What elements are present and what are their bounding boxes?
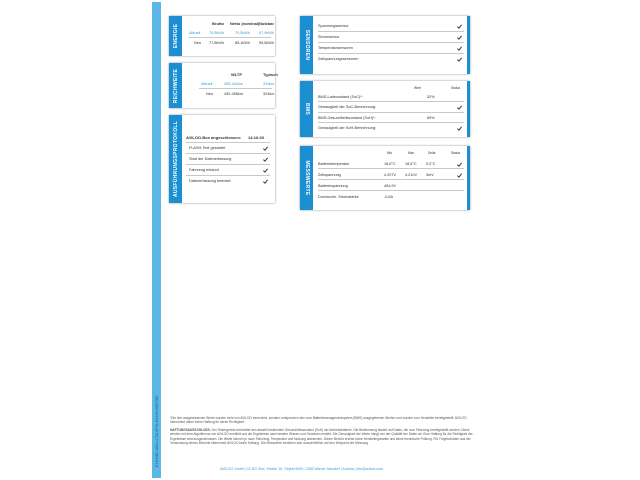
sensoren-tab: SENSOREN (300, 16, 313, 74)
sensoren-item-4: Zellspannungssensoren (318, 57, 359, 61)
reichweite-row-neu-label: Neu (206, 92, 213, 96)
protokoll-item-4: Datenerfassung beendet (189, 179, 231, 183)
reichweite-col-wltp: WLTP (231, 72, 243, 77)
protokoll-item-3: Fahrzeug erkannt (189, 168, 219, 172)
energie-row-aktuell-netto: 70,5kWh (235, 31, 250, 35)
messwerte-tab: MESSWERTE (300, 146, 313, 210)
bms-tab: BMS (300, 81, 313, 137)
footer-company-line: AVILOO GmbH | IZ NÖ Süd, Straße 16, Objekt 69/6 | 2355 Wiener Neudorf | Austria | info@aviloo.com (220, 467, 384, 471)
protokoll-item-2: Start der Datenerfassung (189, 157, 232, 161)
energie-col-netto: Netto (nominal) (230, 21, 260, 26)
messwerte-row-zell-label: Zellspannung (318, 173, 341, 177)
messwerte-row-zell-max: 4,210V (405, 173, 418, 177)
protokoll-header: AVILOO-Box angeschlossen: (186, 135, 242, 140)
energie-row-aktuell-label: Aktuell (189, 31, 201, 35)
energie-col-brutto: Brutto (212, 21, 224, 26)
messwerte-col-max: Max (408, 151, 415, 155)
bms-row-soc-value: 32% (427, 95, 435, 99)
messwerte-row-temp-label: Batterietemperatur (318, 162, 350, 166)
energie-row-neu-brutto: 77,5kWh (209, 41, 224, 45)
sensoren-item-2: Stromsensor (318, 35, 340, 39)
bms-card (300, 81, 470, 137)
energie-card (169, 16, 275, 56)
reichweite-row-aktuell-wltp: 405-441km (224, 82, 243, 86)
messwerte-row-strom-value: -0,6A (384, 195, 394, 199)
reichweite-card (169, 63, 278, 108)
disclaimer (170, 428, 475, 464)
disclaimer-title: HAFTUNGSAUSSCHLUSS: (170, 428, 211, 432)
footnote: *Die hier ausgewiesenen Werte wurden nicht von AVILOO berechnet, sondern entsprechen den vom Batteriemanagementsystem (BMS) ausgegebenen Werten und wurden vom Hersteller bereitgestellt. AVILOO übernimmt daher keine Haftung für deren Richtigkeit. (170, 416, 467, 425)
side-id: BYD/BBD-6834-4728-8F95-D94AF49DF5DE (155, 395, 159, 467)
sensoren-item-1: Spannungssensor (318, 24, 349, 28)
check-icon (262, 178, 269, 185)
reichweite-row-aktuell-typisch: 319km (263, 82, 275, 86)
sensoren-card (300, 16, 470, 74)
protokoll-time: 14:16:03 (248, 135, 265, 140)
bms-col-wert: Wert (414, 86, 421, 90)
messwerte-row-zell-delta: 3mV (426, 173, 434, 177)
energie-row-aktuell-brutto: 75,5kWh (209, 31, 224, 35)
messwerte-col-delta: Delta (428, 151, 436, 155)
check-icon (456, 23, 463, 30)
check-icon (456, 125, 463, 132)
bms-row-soh-label: BMS-Gesundheitszustand (SoH)*: (318, 116, 376, 120)
messwerte-row-temp-max: 18,6°C (405, 162, 417, 166)
protokoll-item-1: FLASH-Test gestartet (189, 146, 226, 150)
check-icon (456, 56, 463, 63)
reichweite-col-typisch: Typisch (263, 72, 278, 77)
messwerte-row-spannung-value: 454,9V (384, 184, 397, 188)
bms-row-soh-value: 89% (427, 116, 435, 120)
reichweite-row-neu-wltp: 430-456km (224, 92, 243, 96)
check-icon (262, 156, 269, 163)
reichweite-row-neu-typisch: 324km (263, 92, 275, 96)
messwerte-row-temp-delta: 0,0°C (426, 162, 436, 166)
bms-row-soh-accuracy-label: Genauigkeit der SoH-Berechnung: (318, 126, 377, 130)
reichweite-row-aktuell-label: Aktuell (201, 82, 213, 86)
disclaimer-text: Der Testergebnis beinhaltet den aktuell bestimmten Gesundheitszustand (SoH) der Antriebsbatterie. Die Bestimmung basiert auf Daten, die vom Fahrzeug bereitgestellt wurden. Diese werden mit dem Algorithmus von AVILOO ermittelt und die Ergebnisse nach bestem Wissen und Gewissen erstellt. Die Genauigkeit der Werte hängt von der Qualität der Daten ab. Eine Haftung für die Richtigkeit der Ergebnisse wird ausgeschlossen. Die Werte können je nach Fahrzeug, Temperatur und Nutzung abweichen. Dieser Bericht ersetzt keine Herstellergarantie und keine technische Prüfung. Für Folgeschäden aus der Verwendung dieses Berichts übernimmt AVILOO keine Haftung. Die Messwerte beziehen sich ausschließlich auf den Zeitpunkt der Messung. (170, 428, 473, 445)
check-icon (456, 172, 463, 179)
bms-col-status: Status (451, 86, 461, 90)
energie-row-aktuell-nutzbar: 67,9kWh (259, 31, 274, 35)
check-icon (262, 145, 269, 152)
reichweite-tab: REICHWEITE (169, 63, 182, 108)
energie-row-neu-label: Neu (194, 41, 201, 45)
messwerte-row-temp-min: 18,6°C (384, 162, 396, 166)
check-icon (456, 104, 463, 111)
energie-col-nutzbar: Nutzbar (259, 21, 274, 26)
check-icon (456, 161, 463, 168)
energie-tab: ENERGIE (169, 16, 182, 56)
messwerte-row-strom-label: Durchschn. Stromstärke (318, 195, 359, 199)
messwerte-row-spannung-label: Batteriespannung (318, 184, 348, 188)
messwerte-col-min: Min (387, 151, 393, 155)
bms-row-soc-accuracy-label: Genauigkeit der SoC-Berechnung: (318, 105, 377, 109)
sensoren-item-3: Temperatursensoren (318, 46, 353, 50)
messwerte-row-zell-min: 4,207V (384, 173, 397, 177)
bms-row-soc-label: BMS-Ladezustand (SoC)*: (318, 95, 363, 99)
protokoll-card (169, 115, 275, 203)
check-icon (456, 34, 463, 41)
check-icon (456, 45, 463, 52)
energie-row-neu-nutzbar: 59,5kWh (259, 41, 274, 45)
messwerte-card (300, 146, 470, 210)
messwerte-col-status: Status (451, 151, 461, 155)
check-icon (262, 167, 269, 174)
energie-row-neu-netto: 85,1kWh (235, 41, 250, 45)
protokoll-tab: AUSFÜHRUNGSPROTOKOLL (169, 115, 182, 203)
